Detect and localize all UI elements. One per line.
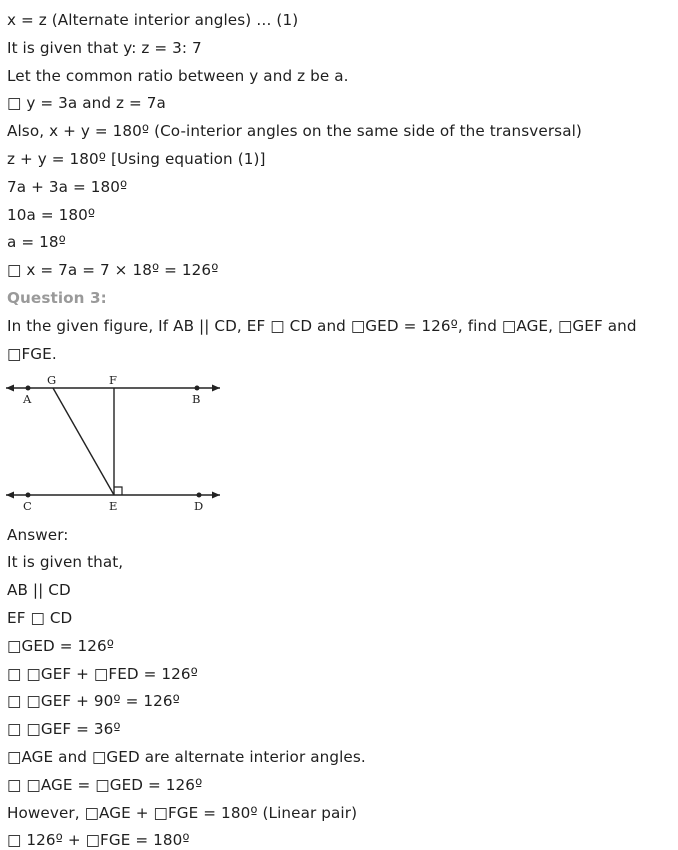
text-line: □ □GEF + □FED = 126º (7, 665, 198, 683)
arrowhead-right-ab (212, 385, 220, 392)
text-line: □ □GEF = 36º (7, 720, 121, 738)
label-f: F (109, 373, 117, 387)
text-line: □ y = 3a and z = 7a (7, 94, 166, 112)
question-text-continued: □FGE. (7, 345, 57, 363)
text-line: x = z (Alternate interior angles) … (1) (7, 11, 299, 29)
parallel-lines-figure (0, 368, 230, 518)
point-b (195, 386, 200, 391)
text-line: It is given that y: z = 3: 7 (7, 39, 202, 57)
text-line: However, □AGE + □FGE = 180º (Linear pair) (7, 804, 358, 822)
label-d: D (194, 499, 204, 513)
arrowhead-left-cd (6, 492, 14, 499)
text-line: □GED = 126º (7, 637, 115, 655)
answer-label: Answer: (7, 526, 69, 544)
question-heading: Question 3: (7, 289, 107, 307)
text-line: □ □GEF + 90º = 126º (7, 692, 180, 710)
text-line: □ 126º + □FGE = 180º (7, 831, 190, 849)
text-line: It is given that, (7, 553, 124, 571)
text-line: □AGE and □GED are alternate interior angles. (7, 748, 366, 766)
text-line: 7a + 3a = 180º (7, 178, 128, 196)
label-b: B (192, 392, 201, 406)
point-a (26, 386, 31, 391)
label-a: A (23, 392, 32, 406)
segment-ge (53, 388, 114, 495)
label-e: E (109, 499, 118, 513)
arrowhead-right-cd (212, 492, 220, 499)
point-d (197, 493, 202, 498)
right-angle-mark (114, 487, 122, 495)
text-line: AB || CD (7, 581, 71, 599)
text-line: a = 18º (7, 233, 66, 251)
arrowhead-left-ab (6, 385, 14, 392)
text-line: Let the common ratio between y and z be a. (7, 67, 349, 85)
text-line: □ □AGE = □GED = 126º (7, 776, 203, 794)
text-line: z + y = 180º [Using equation (1)] (7, 150, 266, 168)
text-line: □ x = 7a = 7 × 18º = 126º (7, 261, 219, 279)
text-line: Also, x + y = 180º (Co-interior angles on the same side of the transversal) (7, 122, 582, 140)
label-c: C (23, 499, 32, 513)
text-line: 10a = 180º (7, 206, 96, 224)
question-text: In the given figure, If AB || CD, EF □ CD and □GED = 126º, find □AGE, □GEF and (7, 317, 637, 335)
label-g: G (47, 373, 57, 387)
point-c (26, 493, 31, 498)
text-line: EF □ CD (7, 609, 73, 627)
